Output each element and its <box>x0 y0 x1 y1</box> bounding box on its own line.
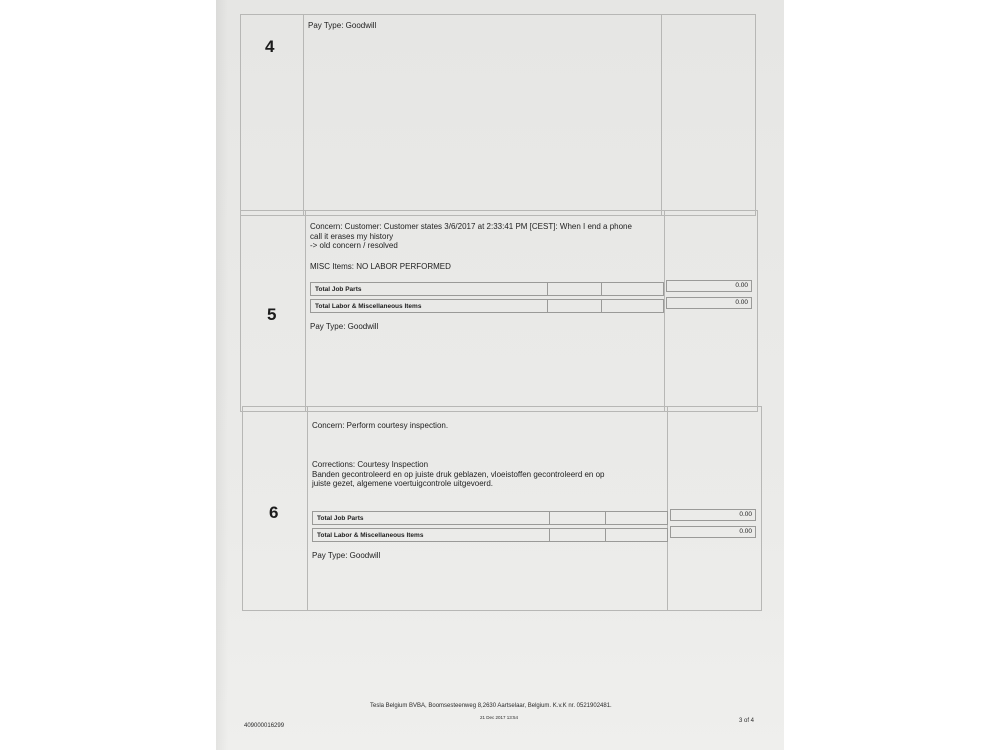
corrections-text: Corrections: Courtesy Inspection Banden gecontroleerd en op juiste druk geblazen, vloeistoffen gecontroleerd en op juiste gezet, algemene voertuigcontrole uitgevoerd. <box>312 460 605 488</box>
job-number: 6 <box>269 503 279 522</box>
total-job-parts-value: 0.00 <box>670 509 756 521</box>
total-job-parts-label: Total Job Parts <box>317 515 364 522</box>
job-row-6 <box>242 406 762 611</box>
total-job-parts-label: Total Job Parts <box>315 286 362 293</box>
misc-items: MISC Items: NO LABOR PERFORMED <box>310 262 451 271</box>
table-cell <box>547 300 548 312</box>
table-cell <box>601 283 602 295</box>
concern-text: Concern: Perform courtesy inspection. <box>312 421 449 430</box>
total-labor-label: Total Labor & Miscellaneous Items <box>317 532 424 539</box>
total-job-parts-row <box>310 282 664 296</box>
column-divider <box>305 211 306 411</box>
job-number: 4 <box>265 37 275 56</box>
total-labor-row <box>312 528 668 542</box>
total-labor-row <box>310 299 664 313</box>
total-job-parts-value: 0.00 <box>666 280 752 292</box>
job-row-4 <box>240 14 756 216</box>
footer-timestamp: 21 Dec 2017 13:54 <box>480 715 519 720</box>
column-divider <box>667 407 668 610</box>
table-cell <box>605 512 606 524</box>
total-labor-value: 0.00 <box>670 526 756 538</box>
table-cell <box>605 529 606 541</box>
pay-type: Pay Type: Goodwill <box>312 551 381 560</box>
total-job-parts-row <box>312 511 668 525</box>
column-divider <box>664 211 665 411</box>
table-cell <box>601 300 602 312</box>
page-edge-shadow <box>216 0 228 750</box>
footer-company: Tesla Belgium BVBA, Boomsesteenweg 8,2630 Aartselaar, Belgium. K.v.K nr. 0521902481. <box>370 703 612 709</box>
footer-page-number: 3 of 4 <box>739 718 755 724</box>
total-labor-value: 0.00 <box>666 297 752 309</box>
pay-type: Pay Type: Goodwill <box>308 21 377 30</box>
job-row-5 <box>240 210 758 412</box>
column-divider <box>661 15 662 215</box>
job-number: 5 <box>267 305 277 324</box>
column-divider <box>307 407 308 610</box>
table-cell <box>547 283 548 295</box>
table-cell <box>549 529 550 541</box>
total-labor-label: Total Labor & Miscellaneous Items <box>315 303 422 310</box>
concern-text: Concern: Customer: Customer states 3/6/2017 at 2:33:41 PM [CEST]: When I end a phone call it erases my history -> old concern / resolved <box>310 222 632 250</box>
column-divider <box>303 15 304 215</box>
footer-doc-id: 409000016299 <box>244 723 285 729</box>
table-cell <box>549 512 550 524</box>
pay-type: Pay Type: Goodwill <box>310 322 379 331</box>
